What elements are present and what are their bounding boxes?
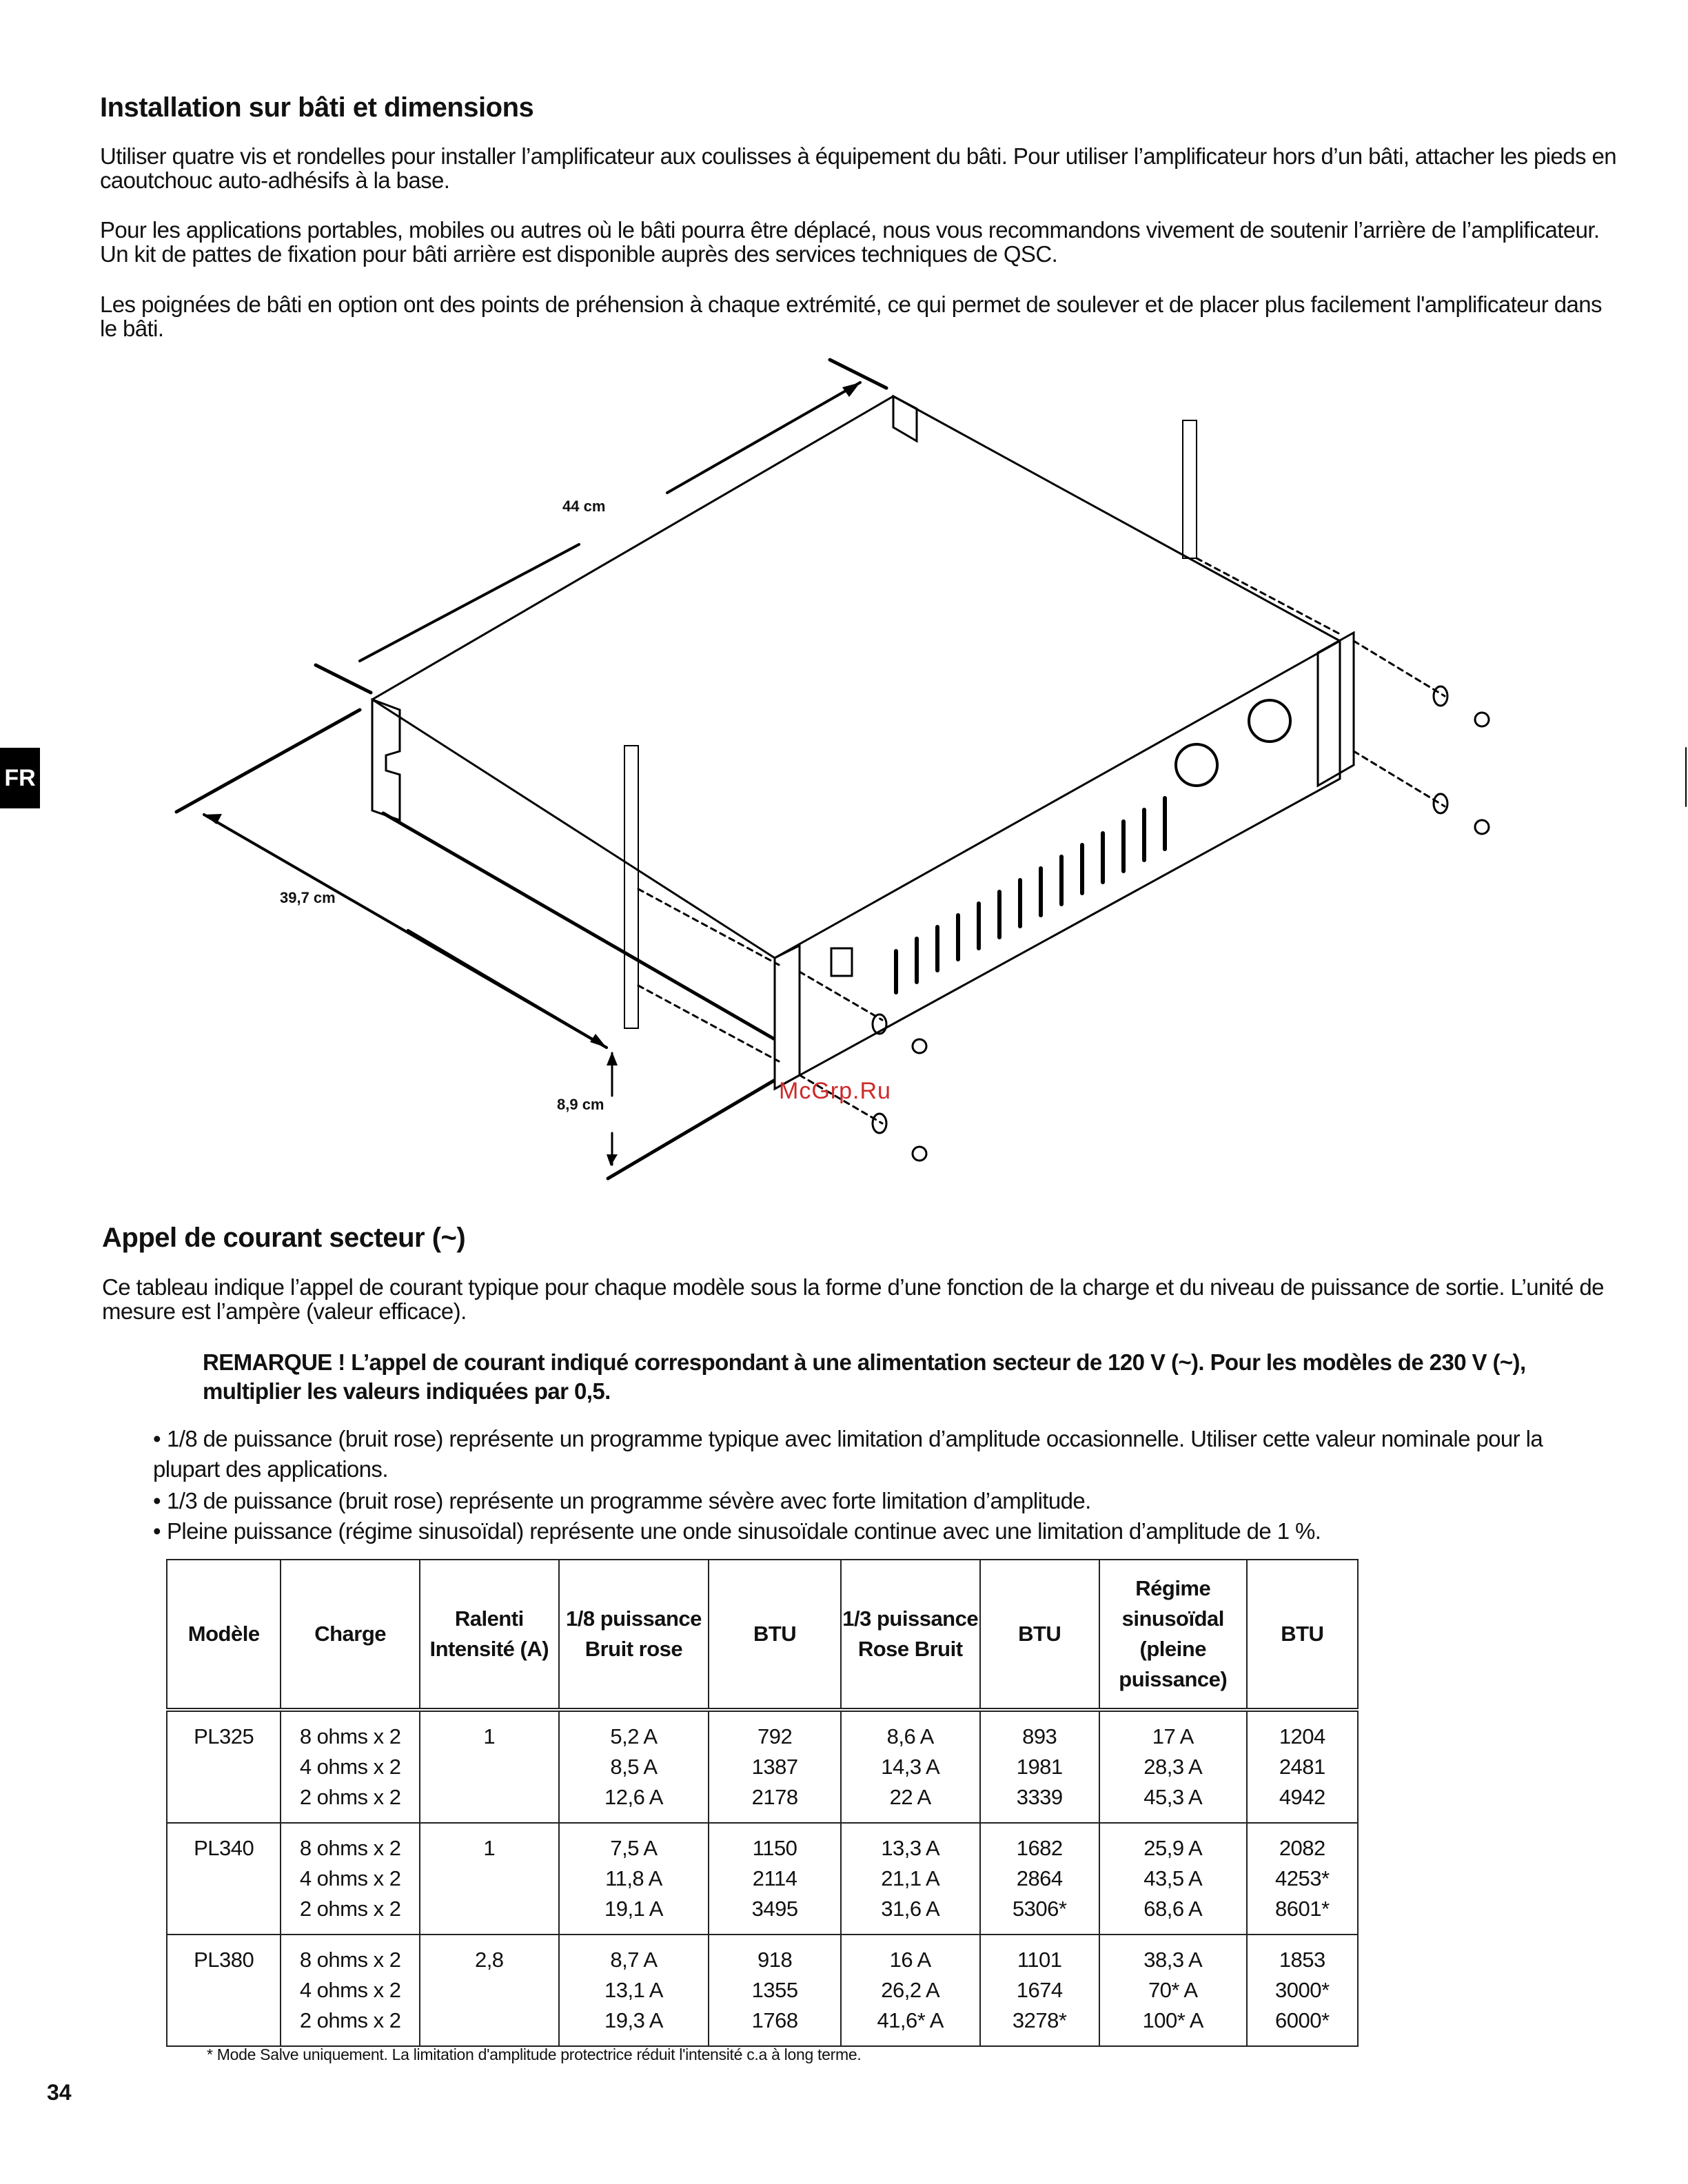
arrowhead-height — [607, 1052, 618, 1065]
bullet-item — [153, 1424, 1587, 1484]
cell-line: 8,6 A — [886, 1724, 934, 1748]
cell-line: 5,2 A — [610, 1724, 658, 1748]
cell-line: 8 ohms x 2 — [299, 1724, 401, 1748]
cell-line: 38,3 A — [1143, 1948, 1203, 1972]
cell-line: 2481 — [1279, 1755, 1325, 1779]
cell-line: 4 ohms x 2 — [299, 1755, 401, 1779]
cell-line: 2114 — [752, 1866, 797, 1890]
table-cell-idle: 1 — [420, 1710, 559, 1823]
cell-line: 1204 — [1279, 1724, 1325, 1748]
bullet-symbol: • — [153, 1518, 161, 1544]
cell-line: 21,1 A — [881, 1866, 940, 1890]
watermark: McGrp.Ru — [779, 1078, 891, 1104]
table-cell-model: PL380 — [167, 1935, 281, 2046]
cell-line: 2864 — [1016, 1866, 1063, 1890]
dim-tick-width-left — [176, 710, 360, 812]
cell-line: 45,3 A — [1143, 1785, 1203, 1809]
cell-line: 2082 — [1279, 1836, 1325, 1860]
cell-line: 41,6* A — [877, 2008, 944, 2032]
cell-line: 31,6 A — [881, 1897, 940, 1921]
dim-line-depth-upper — [667, 382, 860, 493]
cell-line: 8 ohms x 2 — [299, 1836, 401, 1860]
cell-line: 893 — [1022, 1724, 1057, 1748]
cell-line: 25,9 A — [1143, 1836, 1203, 1860]
cell-line: 1682 — [1016, 1836, 1063, 1860]
table-cell-idle: 1 — [420, 1823, 559, 1935]
header-btu: BTU — [980, 1560, 1099, 1710]
table-cell-p13 — [841, 1710, 980, 1823]
cell-line: 19,3 A — [604, 2008, 663, 2032]
remark-note: REMARQUE ! L’appel de courant indiqué correspondant à une alimentation secteur de 120 V (~). Pour les modèles de 230 V (~), multiplier les valeurs indiquées par 0,5. — [203, 1349, 1526, 1404]
table-cell-btu18 — [709, 1823, 841, 1935]
cell-line: 4 ohms x 2 — [299, 1978, 401, 2002]
cell-line: 3278* — [1012, 2008, 1067, 2032]
cell-line: 26,2 A — [881, 1978, 940, 2002]
rear-right-ear — [893, 396, 917, 441]
section-title-installation: Installation sur bâti et dimensions — [100, 92, 534, 123]
cell-line: 2178 — [751, 1785, 798, 1809]
width-dimension-label: 39,7 cm — [280, 889, 336, 906]
table-cell-idle: 2,8 — [420, 1935, 559, 2046]
cell-line: 100* A — [1142, 2008, 1203, 2032]
cell-line: 1981 — [1016, 1755, 1063, 1779]
arrowhead-depth — [842, 382, 860, 397]
table-cell-full — [1099, 1823, 1247, 1935]
cell-line: 13,3 A — [881, 1836, 940, 1860]
section-title-current-draw: Appel de courant secteur (~) — [102, 1223, 466, 1253]
cell-line: 2 ohms x 2 — [299, 2008, 401, 2032]
cell-line: 5306* — [1012, 1897, 1067, 1921]
cell-line: 1674 — [1016, 1978, 1063, 2002]
cell-line: 2 ohms x 2 — [299, 1785, 401, 1809]
depth-dimension-label: 44 cm — [562, 498, 606, 515]
chassis-front-top-edge — [372, 700, 775, 958]
cell-line: 8601* — [1275, 1897, 1330, 1921]
front-panel — [775, 641, 1340, 1089]
table-cell-btufull — [1247, 1935, 1358, 2046]
table-cell-charge — [281, 1710, 420, 1823]
table-cell-btu13 — [980, 1935, 1099, 2046]
cell-line: 3495 — [751, 1897, 798, 1921]
table-row — [167, 1823, 1358, 1935]
table-header-row — [167, 1560, 1358, 1710]
paragraph-installation-3: Les poignées de bâti en option ont des points de préhension à chaque extrémité, ce qui permet de soulever et de placer plus facilement l'amplificateur dans le bâti. — [100, 292, 1602, 341]
cell-line: 13,1 A — [604, 1978, 663, 2002]
header-btu: BTU — [1247, 1560, 1358, 1710]
table-cell-charge — [281, 1935, 420, 2046]
cell-line: 11,8 A — [605, 1866, 662, 1890]
header-full-power: Régime sinusoïdal (pleine puissance) — [1099, 1560, 1247, 1710]
cell-line: 19,1 A — [604, 1897, 663, 1921]
cell-line: 1387 — [751, 1755, 798, 1779]
chassis-bottom-edge — [383, 813, 775, 1039]
rack-rail-right — [1183, 420, 1197, 558]
table-cell-model: PL325 — [167, 1710, 281, 1823]
cell-line: 4942 — [1279, 1785, 1325, 1809]
table-row — [167, 1710, 1358, 1823]
table-cell-p13 — [841, 1935, 980, 2046]
dim-line-width-right — [408, 930, 607, 1048]
cell-line: 68,6 A — [1143, 1897, 1203, 1921]
cell-line: 12,6 A — [604, 1785, 663, 1809]
cell-line: 2 ohms x 2 — [299, 1897, 401, 1921]
cell-line: 7,5 A — [610, 1836, 658, 1860]
cell-line: 6000* — [1275, 2008, 1330, 2032]
cell-line: 43,5 A — [1143, 1866, 1203, 1890]
bullet-text: Pleine puissance (régime sinusoïdal) représente une onde sinusoïdale continue avec une limitation d’amplitude de 1 %. — [167, 1518, 1321, 1544]
paragraph-installation-1: Utiliser quatre vis et rondelles pour installer l’amplificateur aux coulisses à équipement du bâti. Pour utiliser l’amplificateur hors d’un bâti, attacher les pieds en caoutchouc auto-adhésifs à la base. — [100, 143, 1616, 193]
cell-line: 22 A — [889, 1785, 931, 1809]
table-cell-full — [1099, 1935, 1247, 2046]
height-dimension-label: 8,9 cm — [557, 1096, 604, 1113]
table-cell-charge — [281, 1823, 420, 1935]
current-draw-table — [166, 1559, 1359, 2047]
cell-line: 792 — [757, 1724, 793, 1748]
table-footnote: * Mode Salve uniquement. La limitation d'amplitude protectrice réduit l'intensité c.a à long terme. — [207, 2045, 862, 2063]
header-third-power: 1/3 puissance Rose Bruit — [841, 1560, 980, 1710]
cell-line: 4 ohms x 2 — [299, 1866, 401, 1890]
table-cell-full — [1099, 1710, 1247, 1823]
header-idle: Ralenti Intensité (A) — [420, 1560, 559, 1710]
table-cell-p18 — [559, 1710, 709, 1823]
table-cell-btu18 — [709, 1710, 841, 1823]
cell-line: 1101 — [1017, 1948, 1062, 1972]
table-cell-btufull — [1247, 1823, 1358, 1935]
table-cell-p18 — [559, 1935, 709, 2046]
paragraph-installation-2: Pour les applications portables, mobiles ou autres où le bâti pourra être déplacé, nous vous recommandons vivement de soutenir l’arrière de l’amplificateur. Un kit de pattes de fixation pour bâti arrière est disponible auprès des services techniques de QSC. — [100, 217, 1600, 267]
cell-line: 1150 — [752, 1836, 797, 1860]
cell-line: 8,5 A — [610, 1755, 658, 1779]
header-btu: BTU — [709, 1560, 841, 1710]
cell-line: 4253* — [1275, 1866, 1330, 1890]
cell-line: 17 A — [1152, 1724, 1194, 1748]
header-eighth-power: 1/8 puissance Bruit rose — [559, 1560, 709, 1710]
table-row — [167, 1935, 1358, 2046]
table-cell-btufull — [1247, 1710, 1358, 1823]
table-cell-btu13 — [980, 1823, 1099, 1935]
cell-line: 8,7 A — [610, 1948, 658, 1972]
header-charge: Charge — [281, 1560, 420, 1710]
table-cell-btu13 — [980, 1710, 1099, 1823]
header-model: Modèle — [167, 1560, 281, 1710]
page-number: 34 — [47, 2080, 72, 2105]
language-tab: FR — [0, 748, 40, 808]
rack-rail-left — [624, 746, 638, 1028]
table-cell-model: PL340 — [167, 1823, 281, 1935]
bullet-symbol: • — [153, 1488, 161, 1513]
bullet-item — [153, 1516, 1587, 1547]
rear-left-ear — [372, 700, 400, 820]
table-cell-p13 — [841, 1823, 980, 1935]
arrowhead-width-right — [590, 1034, 607, 1048]
cell-line: 70* A — [1148, 1978, 1198, 2002]
bullet-symbol: • — [153, 1426, 161, 1451]
cell-line: 3339 — [1016, 1785, 1063, 1809]
table-cell-btu18 — [709, 1935, 841, 2046]
bullet-text: 1/3 de puissance (bruit rose) représente un programme sévère avec forte limitation d’amplitude. — [167, 1488, 1091, 1513]
dim-tick-depth-bottom — [316, 665, 371, 693]
cell-line: 918 — [757, 1948, 793, 1972]
cell-line: 1355 — [751, 1978, 798, 2002]
table-cell-p18 — [559, 1823, 709, 1935]
cell-line: 3000* — [1275, 1978, 1330, 2002]
cell-line: 1768 — [751, 2008, 798, 2032]
bullet-item — [153, 1486, 1587, 1516]
cell-line: 8 ohms x 2 — [299, 1948, 401, 1972]
cell-line: 28,3 A — [1143, 1755, 1203, 1779]
cell-line: 14,3 A — [881, 1755, 940, 1779]
paragraph-current-draw: Ce tableau indique l’appel de courant typique pour chaque modèle sous la forme d’une fonction de la charge et du niveau de puissance de sortie. L’unité de mesure est l’ampère (valeur efficace). — [102, 1274, 1604, 1324]
cell-line: 1853 — [1279, 1948, 1325, 1972]
bullet-text: 1/8 de puissance (bruit rose) représente un programme typique avec limitation d’amplitude occasionnelle. Utiliser cette valeur nominale pour la plupart des applications. — [153, 1426, 1543, 1482]
chassis-top-edge — [372, 396, 1340, 700]
cell-line: 16 A — [889, 1948, 931, 1972]
